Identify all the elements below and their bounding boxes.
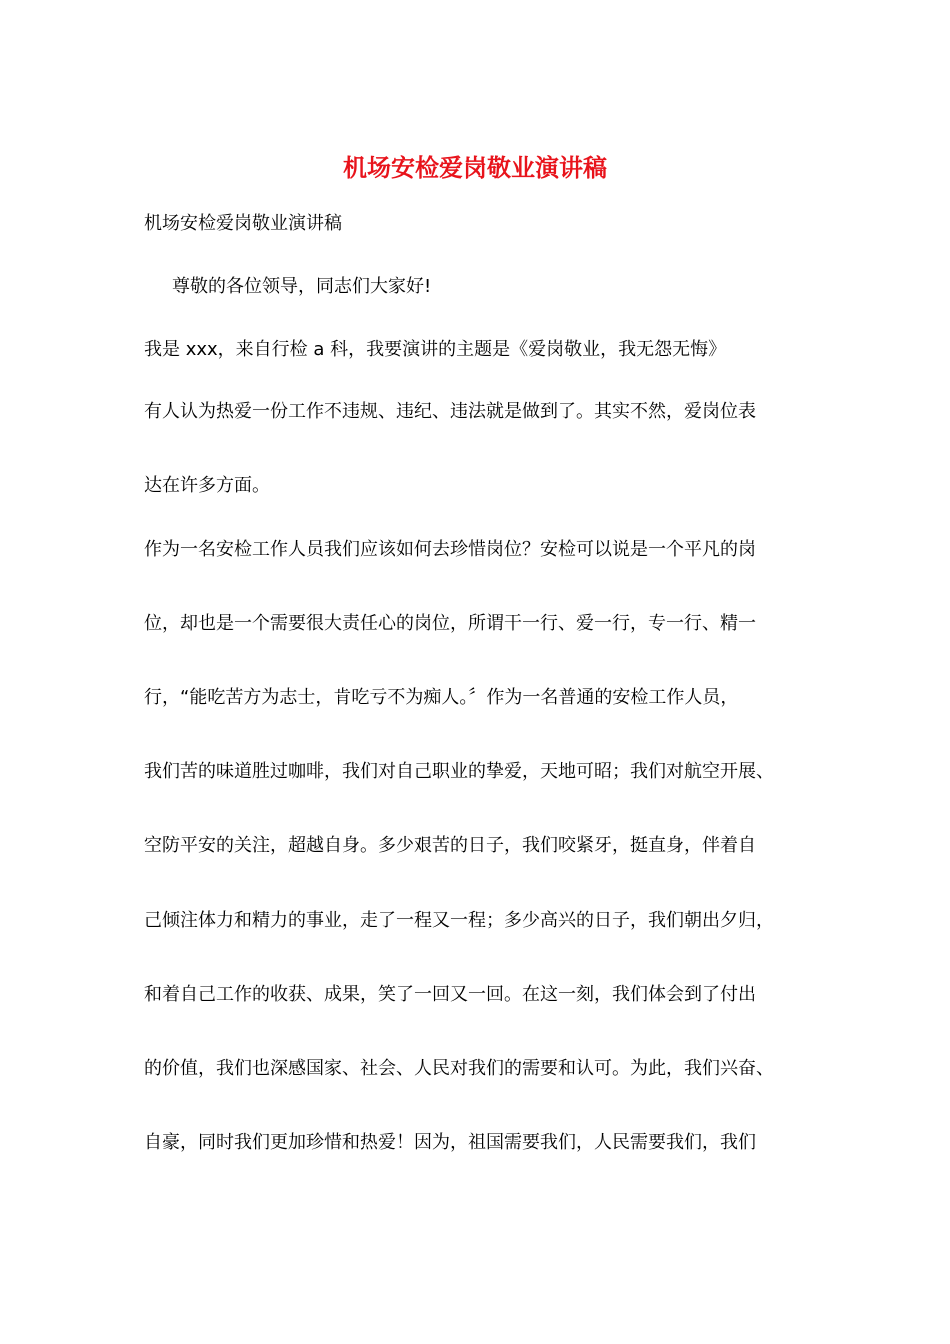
greeting-line: 尊敬的各位领导，同志们大家好! — [172, 276, 432, 297]
intro-line: 我是 xxx，来自行检 a 科，我要演讲的主题是《爱岗敬业，我无怨无悔》 — [144, 339, 727, 360]
body-line-4: 位，却也是一个需要很大责任心的岗位，所谓干一行、爱一行，专一行、精一 — [144, 613, 756, 634]
body-line-1: 有人认为热爱一份工作不违规、违纪、违法就是做到了。其实不然，爱岗位表 — [144, 401, 756, 422]
body-line-8: 己倾注体力和精力的事业，走了一程又一程；多少高兴的日子，我们朝出夕归， — [144, 910, 774, 931]
body-line-2: 达在许多方面。 — [144, 475, 270, 496]
document-title: 机场安检爱岗敬业演讲稿 — [343, 153, 607, 182]
body-line-7: 空防平安的关注，超越自身。多少艰苦的日子，我们咬紧牙，挺直身，伴着自 — [144, 835, 756, 856]
body-line-11: 自豪，同时我们更加珍惜和热爱！因为，祖国需要我们，人民需要我们，我们 — [144, 1132, 756, 1153]
body-line-5: 行，“能吃苦方为志士，肯吃亏不为痴人。〞作为一名普通的安检工作人员， — [144, 687, 739, 708]
body-line-6: 我们苦的味道胜过咖啡，我们对自己职业的挚爱，天地可昭；我们对航空开展、 — [144, 761, 774, 782]
body-line-10: 的价值，我们也深感国家、社会、人民对我们的需要和认可。为此，我们兴奋、 — [144, 1058, 774, 1079]
body-line-9: 和着自己工作的收获、成果，笑了一回又一回。在这一刻，我们体会到了付出 — [144, 984, 756, 1005]
body-line-3: 作为一名安检工作人员我们应该如何去珍惜岗位？安检可以说是一个平凡的岗 — [144, 539, 756, 560]
subtitle-line: 机场安检爱岗敬业演讲稿 — [144, 213, 342, 234]
